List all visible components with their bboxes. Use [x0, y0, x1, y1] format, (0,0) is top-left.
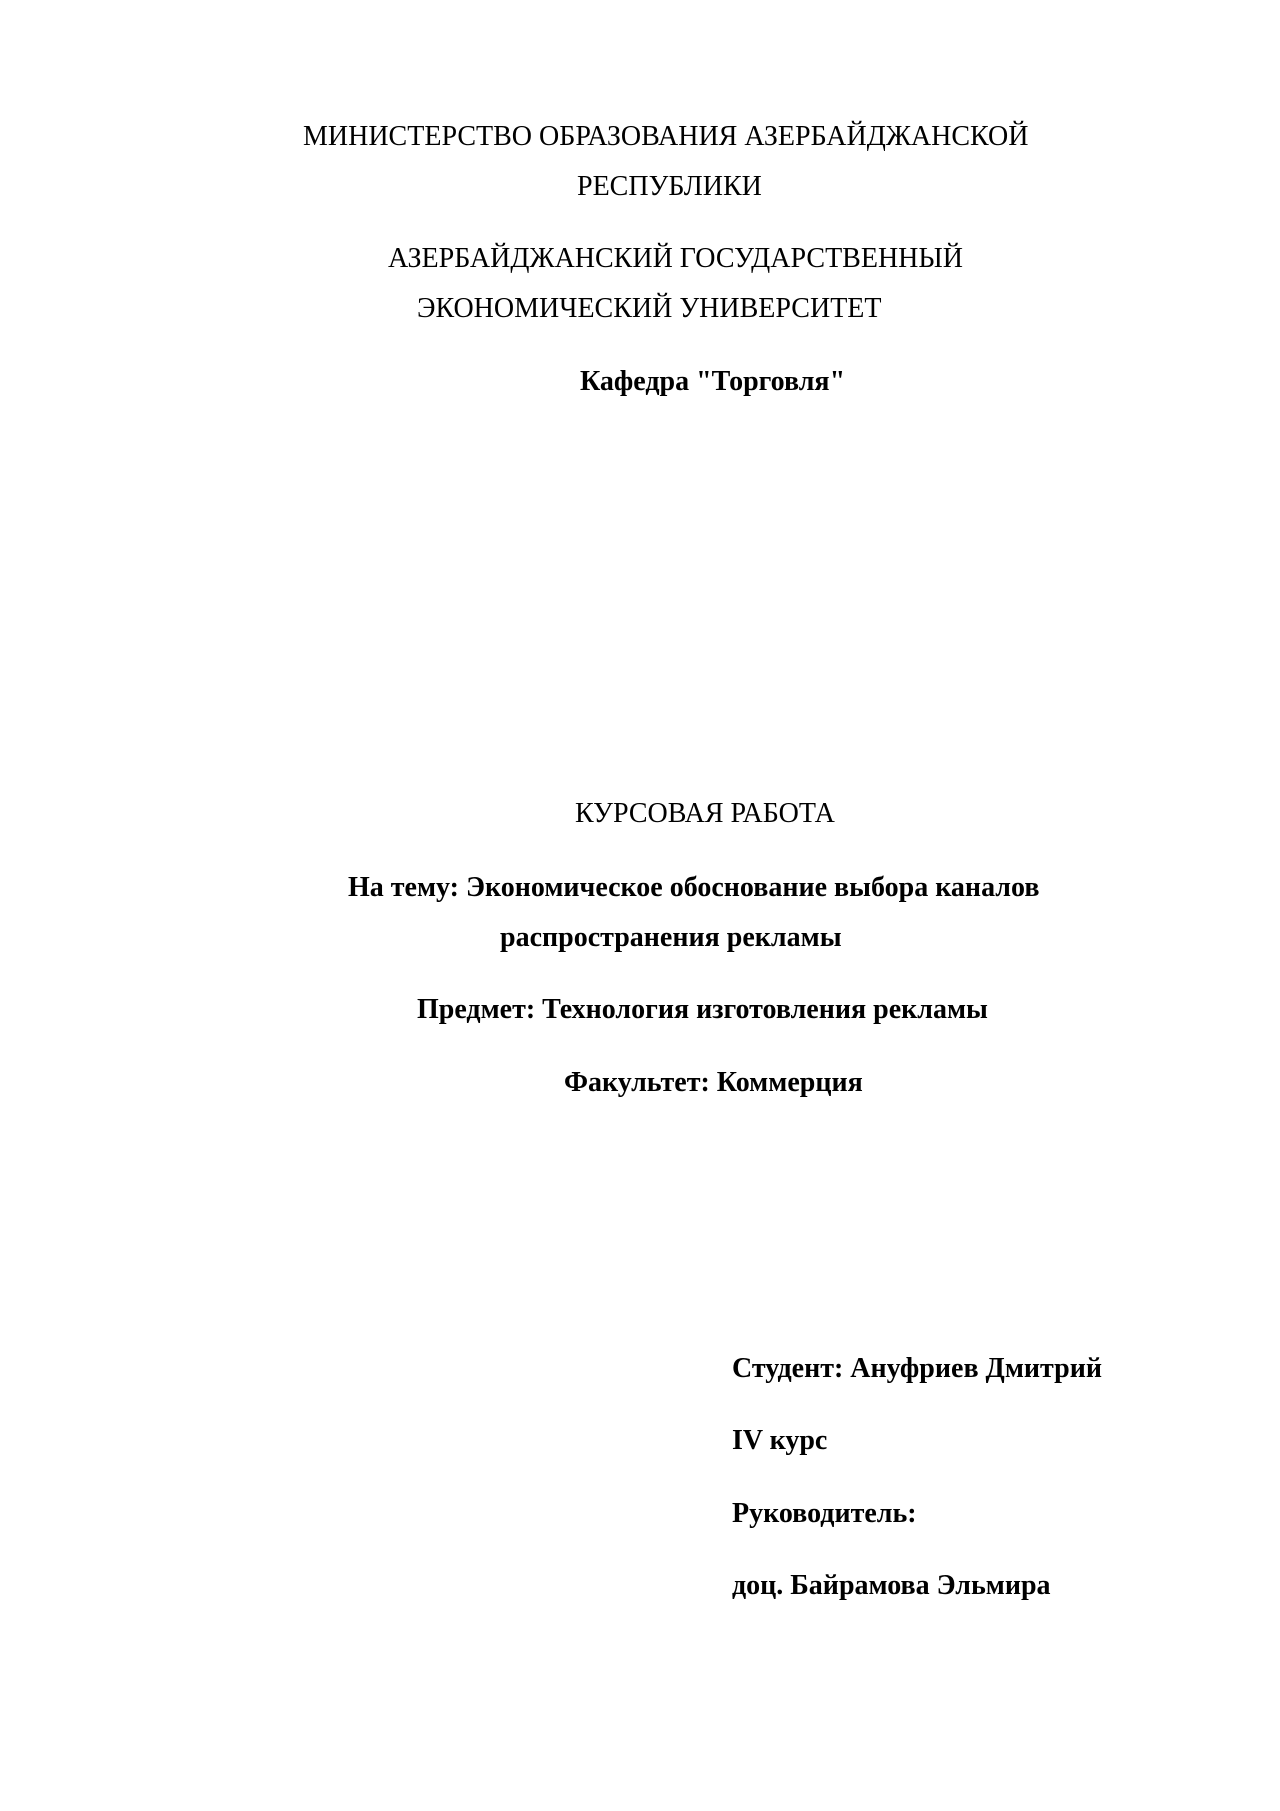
university-line-2: ЭКОНОМИЧЕСКИЙ УНИВЕРСИТЕТ — [417, 293, 882, 324]
subject-line: Предмет: Технология изготовления рекламы — [417, 994, 988, 1025]
ministry-line-2: РЕСПУБЛИКИ — [577, 171, 762, 202]
supervisor-label: Руководитель: — [732, 1498, 917, 1529]
department-title: Кафедра "Торговля" — [580, 366, 846, 397]
faculty-line: Факультет: Коммерция — [564, 1067, 863, 1098]
work-type-title: КУРСОВАЯ РАБОТА — [575, 798, 835, 829]
topic-line-2: распространения рекламы — [500, 922, 842, 953]
supervisor-name: доц. Байрамова Эльмира — [732, 1570, 1051, 1601]
topic-line-1: На тему: Экономическое обоснование выбора каналов — [348, 872, 1040, 903]
ministry-line-1: МИНИСТЕРСТВО ОБРАЗОВАНИЯ АЗЕРБАЙДЖАНСКОЙ — [303, 121, 1029, 152]
university-line-1: АЗЕРБАЙДЖАНСКИЙ ГОСУДАРСТВЕННЫЙ — [388, 243, 964, 274]
course-line: IV курс — [732, 1425, 828, 1456]
student-line: Студент: Ануфриев Дмитрий — [732, 1353, 1102, 1384]
